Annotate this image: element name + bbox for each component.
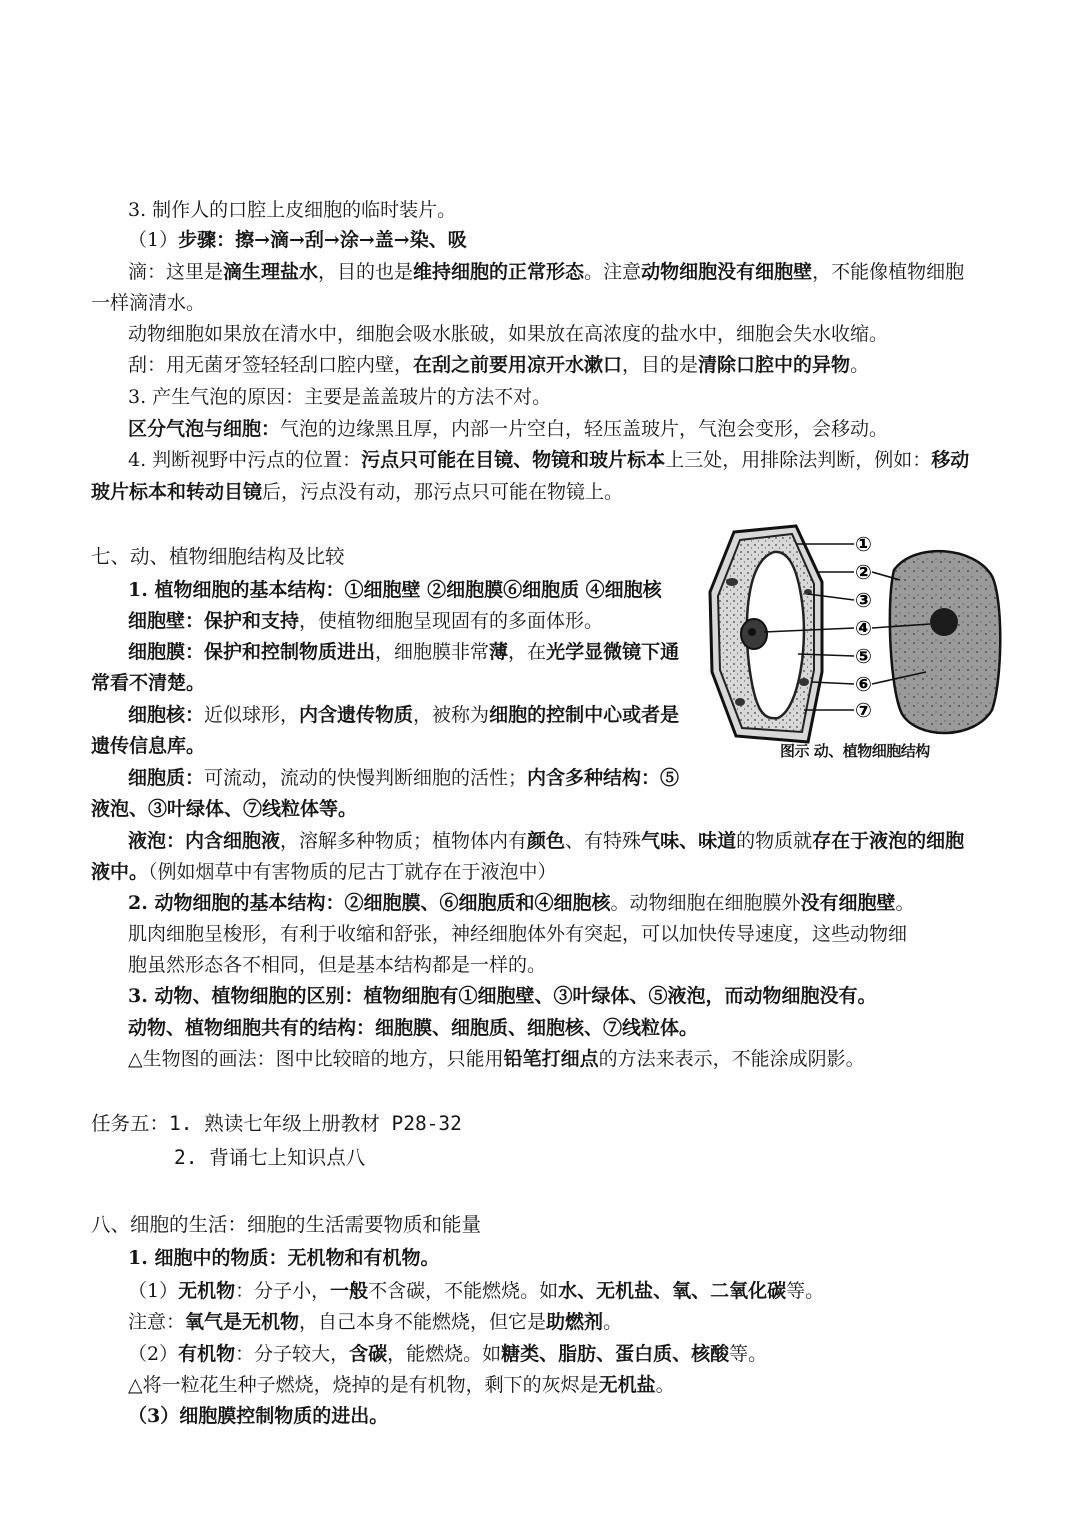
text-segment: 。 (850, 354, 870, 376)
text-segment: 肌肉细胞呈梭形，有利于收缩和舒张，神经细胞体外有突起，可以加快传导速度，这些动物细 (128, 923, 908, 945)
text-segment: ，在 (508, 641, 547, 663)
bold-text: 含碳 (349, 1343, 388, 1365)
marker-5: ⑤ (855, 644, 872, 668)
bold-text: 无机盐 (598, 1374, 656, 1396)
bold-text: 1. 细胞中的物质：无机物和有机物。 (128, 1247, 440, 1269)
text-segment: ，目的也是 (318, 261, 414, 283)
text-segment: 。 (603, 1311, 623, 1333)
text-segment: ，被称为 (413, 704, 490, 726)
bold-text: 薄 (489, 641, 509, 663)
text-segment: 滴：这里是 (128, 261, 224, 283)
text-line (128, 574, 662, 606)
text-segment: 。动物细胞在细胞膜外 (610, 892, 801, 914)
figure-caption: 图示 动、植物细胞结构 (780, 742, 930, 760)
text-segment: 等。 (729, 1343, 768, 1365)
text-segment: （2） (128, 1343, 179, 1365)
text-segment: 。 (655, 1374, 675, 1396)
text-segment: 3. 制作人的口腔上皮细胞的临时装片。 (128, 199, 457, 221)
text-segment: ：分子小， (235, 1280, 331, 1302)
bold-text: 液泡：内含细胞液 (128, 830, 281, 852)
text-segment: 动物细胞如果放在清水中，细胞会吸水胀破，如果放在高浓度的盐水中，细胞会失水收缩。 (128, 323, 889, 345)
text-line (128, 1306, 622, 1338)
text-segment: 4. 判断视野中污点的位置： (128, 449, 362, 471)
text-line (128, 699, 679, 731)
bold-text: 无机物 (178, 1280, 236, 1302)
text-segment: 气泡的边缘黑且厚，内部一片空白，轻压盖玻片，气泡会变形，会移动。 (280, 418, 889, 440)
bold-text: 遗传信息库。 (91, 735, 206, 757)
bold-text: 液泡、③叶绿体、⑦线粒体等。 (91, 798, 358, 820)
text-line (128, 605, 603, 637)
bold-text: 1. 植物细胞的基本结构：①细胞壁 ②细胞膜⑥细胞质 ④细胞核 (128, 579, 662, 601)
text-segment: ，细胞膜非常 (375, 641, 490, 663)
bold-text: 细胞壁：保护和支持 (128, 610, 300, 632)
bold-text: 步骤：擦→滴→刮→涂→盖→染、吸 (178, 229, 467, 251)
text-segment: 近似球形， (204, 704, 300, 726)
text-line (128, 1369, 675, 1401)
bold-text: 水、无机盐、氧、二氧化碳 (558, 1280, 787, 1302)
bold-text: 动物、植物细胞共有的结构：细胞膜、细胞质、细胞核、⑦线粒体。 (128, 1017, 699, 1039)
text-line (128, 381, 551, 413)
bold-text: 内含多种结构：⑤ (527, 767, 680, 789)
marker-1: ① (855, 532, 872, 556)
text-segment: ，自己本身不能燃烧，但它是 (299, 1311, 547, 1333)
bold-text: 3. 动物、植物细胞的区别：植物细胞有①细胞壁、③叶绿体、⑤液泡，而动物细胞没有。 (128, 985, 877, 1007)
marker-3: ③ (855, 588, 872, 612)
bold-text: 区分气泡与细胞： (128, 418, 281, 440)
text-line (91, 856, 557, 888)
text-segment: 注意： (128, 1311, 186, 1333)
text-segment: 刮：用无菌牙签轻轻刮口腔内壁， (128, 354, 414, 376)
bold-text: 存在于液泡的细胞 (812, 830, 965, 852)
marker-2: ② (855, 560, 872, 584)
marker-labels (855, 532, 872, 722)
text-segment: 上三处，用排除法判断，例如： (665, 449, 932, 471)
text-segment: ，不能像植物细胞 (812, 261, 965, 283)
text-segment: 的物质就 (736, 830, 813, 852)
text-segment: 。注意 (584, 261, 642, 283)
cell-diagram (704, 522, 1004, 752)
text-line (128, 636, 679, 668)
bold-text: 污点只可能在目镜、物镜和玻片标本 (361, 449, 666, 471)
text-line (128, 444, 969, 476)
text-line (128, 1400, 388, 1432)
text-segment: 后，污点没有动，那污点只可能在物镜上。 (262, 481, 624, 503)
text-segment: 、有特殊 (565, 830, 642, 852)
bold-text: （3）细胞膜控制物质的进出。 (128, 1405, 389, 1427)
text-line (128, 1012, 698, 1044)
bold-text: 一般 (330, 1280, 369, 1302)
marker-7: ⑦ (855, 698, 872, 722)
text-segment: （例如烟草中有害物质的尼古丁就存在于液泡中） (148, 861, 557, 883)
bold-text: 糖类、脂肪、蛋白质、核酸 (501, 1343, 730, 1365)
bold-text: 内含遗传物质 (299, 704, 414, 726)
cell-structure-figure (704, 522, 1004, 772)
text-line (128, 825, 964, 857)
bold-text: 常看不清楚。 (91, 672, 206, 694)
text-segment: ，目的是 (622, 354, 699, 376)
bold-text: 细胞质： (128, 767, 205, 789)
text-line (91, 1108, 462, 1140)
text-segment: △将一粒花生种子燃烧，烧掉的是有机物，剩下的灰烬是 (128, 1374, 599, 1396)
text-segment: 一样滴清水。 (91, 292, 206, 314)
text-line (128, 980, 876, 1012)
text-segment: 等。 (786, 1280, 825, 1302)
bold-text: 液中。 (91, 861, 149, 883)
text-line (128, 318, 888, 350)
text-line (128, 887, 915, 919)
text-line (128, 256, 964, 288)
text-segment: （1） (128, 1280, 179, 1302)
bold-text: 光学显微镜下通 (546, 641, 680, 663)
text-line (91, 793, 357, 825)
text-line (128, 949, 546, 981)
text-segment: 。 (895, 892, 915, 914)
text-segment: ，能燃烧。如 (387, 1343, 502, 1365)
text-line (91, 476, 623, 508)
text-line (128, 1275, 824, 1307)
marker-6: ⑥ (855, 672, 872, 696)
text-line (128, 224, 467, 256)
bold-text: 铅笔打细点 (503, 1048, 599, 1070)
text-segment: 不含碳，不能燃烧。如 (368, 1280, 559, 1302)
text-segment: 可流动，流动的快慢判断细胞的活性； (204, 767, 528, 789)
animal-cell (890, 551, 1000, 733)
bold-text: 细胞的控制中心或者是 (489, 704, 680, 726)
text-segment: 七、动、植物细胞结构及比较 (91, 545, 345, 568)
bold-text: 颜色 (527, 830, 566, 852)
text-line (91, 730, 205, 762)
bold-text: 有机物 (178, 1343, 236, 1365)
text-segment: ，溶解多种物质；植物体内有 (280, 830, 528, 852)
bold-text: 气味、味道 (641, 830, 737, 852)
bold-text: 动物细胞没有细胞壁 (641, 261, 813, 283)
bold-text: 在刮之前要用凉开水漱口 (413, 354, 623, 376)
bold-text: 氧气是无机物 (185, 1311, 300, 1333)
text-segment: 八、细胞的生活：细胞的生活需要物质和能量 (91, 1213, 482, 1236)
bold-text: 没有细胞壁 (800, 892, 896, 914)
bold-text: 细胞膜：保护和控制物质进出 (128, 641, 376, 663)
text-segment: ，使植物细胞呈现固有的多面体形。 (299, 610, 604, 632)
bold-text: 滴生理盐水 (223, 261, 319, 283)
text-segment: ：分子较大， (235, 1343, 350, 1365)
marker-4: ④ (855, 616, 872, 640)
text-segment: （1） (128, 229, 179, 251)
text-line (91, 287, 205, 319)
text-line (91, 667, 205, 699)
bold-text: 助燃剂 (546, 1311, 604, 1333)
text-line (128, 1242, 439, 1274)
bold-text: 细胞核： (128, 704, 205, 726)
text-line (128, 1043, 865, 1075)
bold-text: 清除口腔中的异物 (698, 354, 851, 376)
bold-text: 2. 动物细胞的基本结构：②细胞膜、⑥细胞质和④细胞核 (128, 892, 611, 914)
text-segment: 3. 产生气泡的原因：主要是盖盖玻片的方法不对。 (128, 386, 552, 408)
text-segment: 任务五：1. 熟读七年级上册教材 P28-32 (91, 1112, 462, 1135)
text-line (128, 413, 888, 445)
text-segment: 胞虽然形态各不相同，但是基本结构都是一样的。 (128, 954, 547, 976)
text-line (128, 194, 456, 226)
text-line (128, 918, 907, 950)
text-line (174, 1142, 365, 1174)
bold-text: 玻片标本和转动目镜 (91, 481, 263, 503)
bold-text: 维持细胞的正常形态 (413, 261, 585, 283)
bold-text: 移动 (931, 449, 970, 471)
text-segment: 2. 背诵七上知识点八 (174, 1146, 366, 1169)
text-segment: △生物图的画法：图中比较暗的地方，只能用 (128, 1048, 504, 1070)
text-line (91, 1209, 481, 1241)
text-line (128, 349, 869, 381)
text-line (128, 762, 679, 794)
text-line (91, 541, 345, 573)
text-line (128, 1338, 767, 1370)
text-segment: 的方法来表示，不能涂成阴影。 (598, 1048, 865, 1070)
